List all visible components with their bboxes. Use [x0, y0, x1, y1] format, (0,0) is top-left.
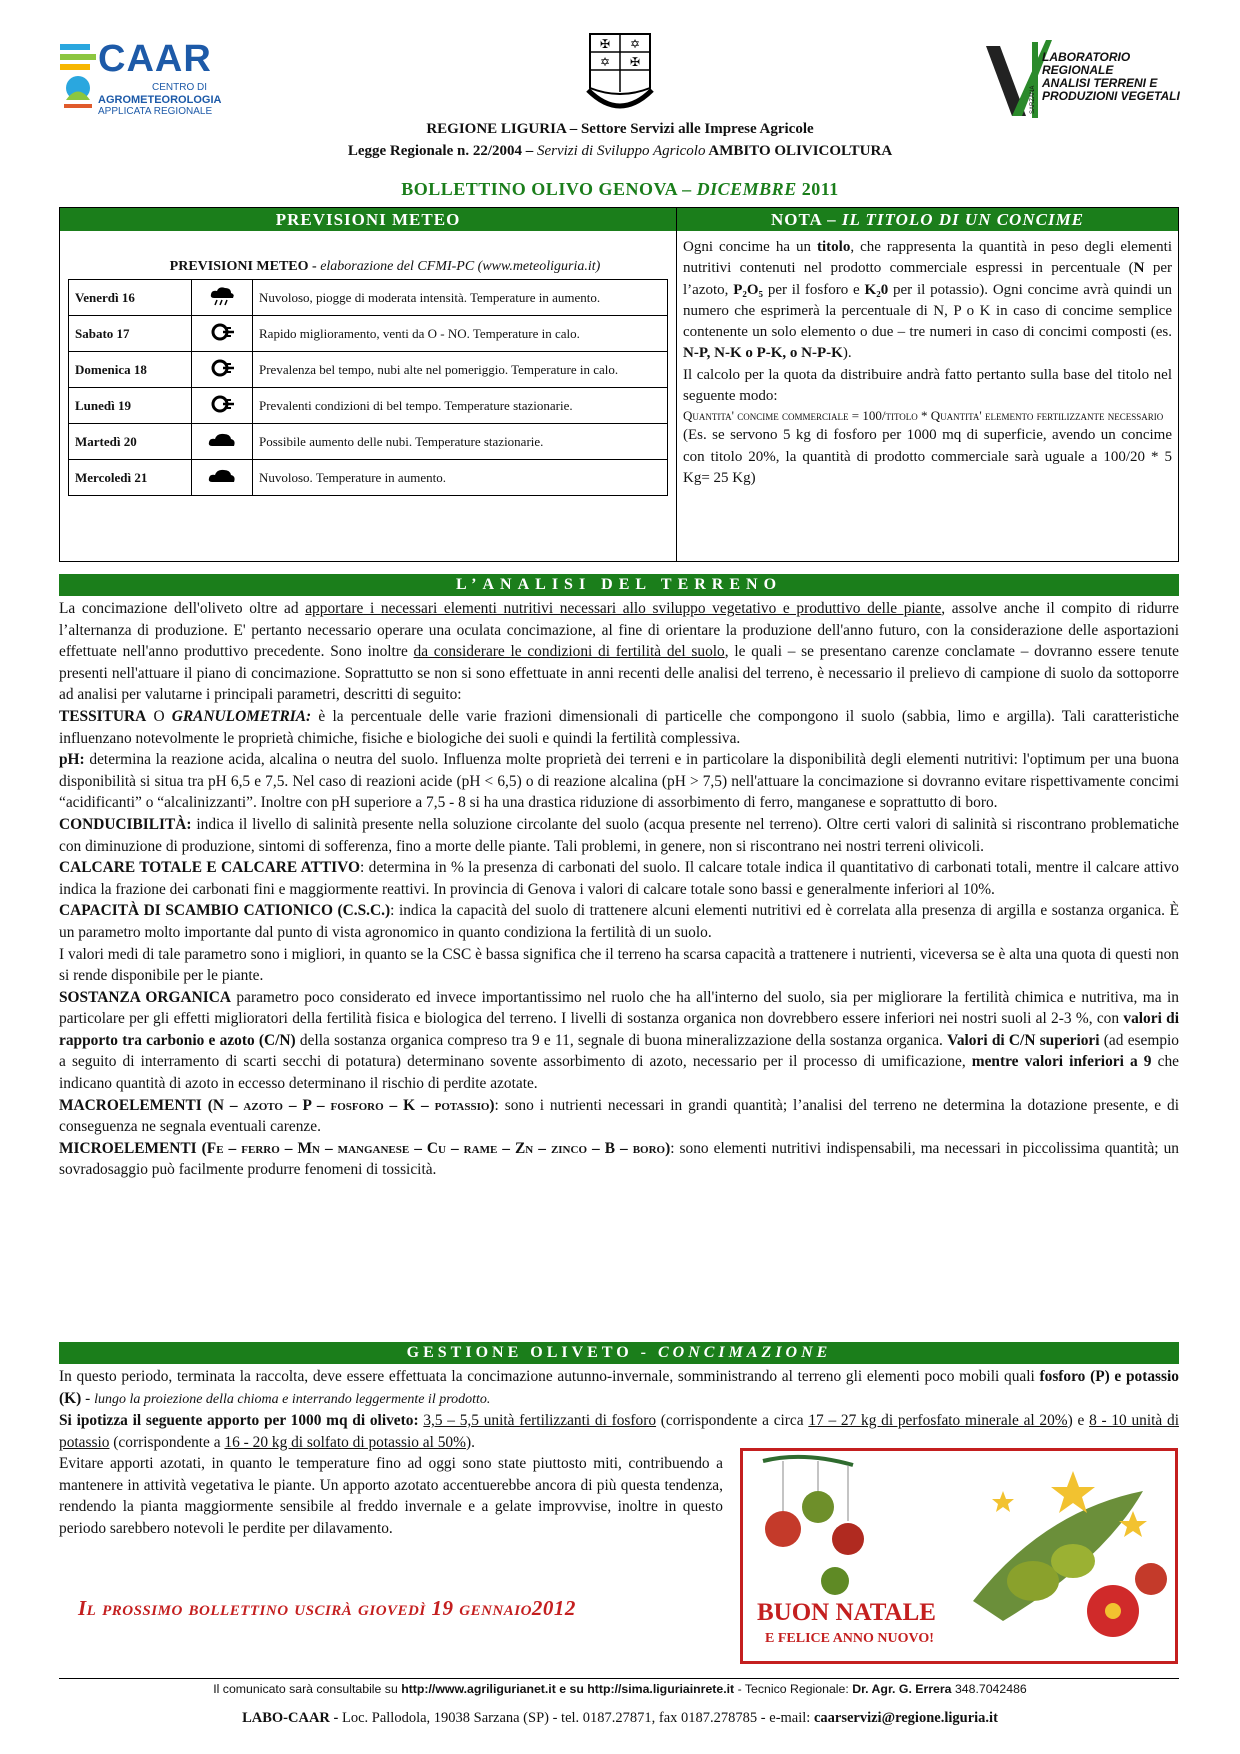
- csc-paragraph-2: I valori medi di tale parametro sono i migliori, in quanto se la CSC è bassa significa che il terreno ha scarsa capacità a trattenere i nutrienti, viceversa se è alta una quota di questi non si rende disponibile per le piante.: [59, 945, 1179, 985]
- lab-logo-line1: LABORATORIO: [1042, 50, 1131, 64]
- cloud-icon: [192, 424, 253, 460]
- svg-text:✠: ✠: [599, 37, 611, 51]
- microelementi-paragraph: MICROELEMENTI (Fe – ferro – Mn – manganese – Cu – rame – Zn – zinco – B – boro): sono elementi nutritivi indispensabili, ma necessari in piccolissima quantità; un sovradosaggio può facilmente produrre fenomeni di tossicità.: [59, 1139, 1179, 1179]
- calcare-paragraph: CALCARE TOTALE E CALCARE ATTIVO: determina in % la presenza di carbonati del suolo. Il calcare totale indica il quantitativo di carbonati totali, mentre il calcare attivo indica la frazione dei carbonati fini e maggiormente reattivi. In provincia di Genova i valori di calcare totale sono bassi e generalmente inferiori al 10%.: [59, 859, 1179, 898]
- cloud-icon: [192, 460, 253, 496]
- meteo-day: Venerdì 16: [69, 280, 192, 316]
- nota-paragraph-3: (Es. se servono 5 kg di fosforo per 1000 mq di superficie, avendo un concime con titolo 20%, la quantità di prodotto commerciale sarà uguale a 100/20 * 5 Kg= 25 Kg): [683, 427, 1172, 486]
- gestione-paragraph-1: In questo periodo, terminata la raccolta, deve essere effettuata la concimazione autunno-invernale, somministrando al terreno gli elementi poco mobili quali fosforo (P) e potassio (K) - lungo la proiezione della chioma e interrando leggermente il prodotto.: [59, 1368, 1179, 1407]
- meteo-description: Nuvoloso, piogge di moderata intensità. Temperature in aumento.: [253, 280, 668, 316]
- lab-logo-line3: ANALISI TERRENI E: [1042, 76, 1158, 90]
- macroelementi-paragraph: MACROELEMENTI (N – azoto – P – fosforo – K – potassio): sono i nutrienti necessari in grandi quantità; l’analisi del terreno ne determina la dotazione presente, e di conseguenza ne segnala eventuali carenze.: [59, 1096, 1179, 1136]
- meteo-description: Nuvoloso. Temperature in aumento.: [253, 460, 668, 496]
- caar-logo-sub3: APPLICATA REGIONALE: [98, 106, 213, 117]
- meteo-description: Prevalenti condizioni di bel tempo. Temperature stazionarie.: [253, 388, 668, 424]
- region-line: REGIONE LIGURIA – Settore Servizi alle Imprese Agricole: [426, 121, 814, 137]
- meteo-day: Sabato 17: [69, 316, 192, 352]
- christmas-decoration-icon: [743, 1451, 1175, 1661]
- gestione-paragraph-3: Evitare apporti azotati, in quanto le temperature fino ad oggi sono state piuttosto miti, contribuendo a mantenere in attività vegetativa le piante. Un apporto azotato accentuerebbe ancora di più questa tendenza, rendendo la pianta maggiormente sensibile al freddo invernale e a gelate improvvise, inoltre in questo periodo sarebbero notevoli le perdite per dilavamento.: [59, 1455, 723, 1537]
- footer-line-2: LABO-CAAR - Loc. Pallodola, 19038 Sarzana (SP) - tel. 0187.27871, fax 0187.278785 - e-mail: caarservizi@regione.liguria.it: [242, 1710, 998, 1726]
- sun-wind-icon: [192, 388, 253, 424]
- footer-line-1: Il comunicato sarà consultabile su http://www.agriligurianet.it e su http://sima.liguriainrete.it - Tecnico Regionale: Dr. Agr. G. Errera 348.7042486: [213, 1682, 1027, 1696]
- gestione-bar: GESTIONE OLIVETO - CONCIMAZIONE: [59, 1342, 1179, 1364]
- svg-text:✡: ✡: [599, 55, 611, 69]
- sun-wind-icon: [192, 316, 253, 352]
- meteo-row: [69, 424, 668, 460]
- nota-paragraph-1: Ogni concime ha un titolo, che rappresenta la quantità in peso degli elementi nutritivi contenuti nel prodotto commerciale espressi in percentuale (N per l’azoto, P₂O₅ per il fosforo e K₂0 per il potassio). Ogni concime avrà quindi un numero che esprimerà la percentuale di N, P o K in caso di concime semplice contenente un solo elemento o due – tre numeri in caso di concimi composti (es. N-P, N-K o P-K, o N-P-K).: [683, 239, 1173, 362]
- analisi-intro: La concimazione dell'oliveto oltre ad apportare i necessari elementi nutritivi necessari allo sviluppo vegetativo e produttivo delle piante, assolve anche il compito di ridurre l’alternanza di produzione. E' pertanto necessario operare una oculata concimazione, al fine di orientare la produzione dell'anno futuro, con la considerazione delle asportazioni effettuate nell'anno produttivo precedente. Sono inoltre da considerare le condizioni di fertilità del suolo, le quali – se presentano carenze conclamate – dovranno essere tenute presenti nell'attuare il piano di concimazione. Soprattutto se non si sono effettuate in anni recenti delle analisi del terreno, è necessario il prelievo di campione di suolo da sottoporre ad analisi per valutarne i principali parametri, descritti di seguito:: [59, 600, 1179, 704]
- bulletin-title: BOLLETTINO OLIVO GENOVA – DICEMBRE 2011: [401, 179, 839, 199]
- caar-logo-text: CAAR: [98, 38, 212, 80]
- meteo-bar: PREVISIONI METEO: [60, 208, 676, 231]
- meteo-row: [69, 280, 668, 316]
- analisi-bar: L’ANALISI DEL TERRENO: [59, 574, 1179, 596]
- meteo-day: Domenica 18: [69, 352, 192, 388]
- nota-section: [677, 207, 1179, 562]
- laboratorio-logo: [982, 36, 1182, 122]
- meteo-day: Lunedì 19: [69, 388, 192, 424]
- rain-cloud-icon: [192, 280, 253, 316]
- analisi-text: [59, 598, 1179, 1181]
- nota-bar: NOTA – IL TITOLO DI UN CONCIME: [677, 208, 1178, 231]
- gestione-text: [59, 1366, 1179, 1453]
- crest-icon: [584, 30, 656, 116]
- caar-logo-sub1: CENTRO DI: [152, 82, 207, 93]
- next-bulletin-notice: Il prossimo bollettino uscirà giovedì 19 gennaio2012: [78, 1596, 576, 1620]
- svg-text:✡: ✡: [629, 37, 641, 51]
- sun-wind-icon: [192, 352, 253, 388]
- nota-paragraph-2: Il calcolo per la quota da distribuire andrà fatto pertanto sulla base del titolo nel seguente modo:: [683, 366, 1172, 405]
- sostanza-organica-paragraph: SOSTANZA ORGANICA parametro poco considerato ed invece importantissimo nel ruolo che ha all'interno del suolo, sia per migliorare la fertilità chimica e nutritiva, ma in particolare per gli effetti miglioratori della fertilità fisica e biologica del terreno. I livelli di sostanza organica non dovrebbero essere inferiori nei nostri suoli al 2-3 %, con valori di rapporto tra carbonio e azoto (C/N) della sostanza organica compreso tra 9 e 11, segnale di buona mineralizzazione della sostanza organica. Valori di C/N superiori (ad esempio a seguito di interramento di scarti secchi di potatura) determinano sovente assorbimento di azoto, necessario per il processo di umificazione, mentre valori inferiori a 9 che indicano quantità di azoto in eccesso determinano il rischio di perdite azotate.: [59, 988, 1180, 1093]
- meteo-row: [69, 352, 668, 388]
- caar-logo: [60, 38, 230, 118]
- meteo-day: Martedì 20: [69, 424, 192, 460]
- xmas-line-1: BUON NATALE: [757, 1599, 936, 1626]
- footer-rule: [59, 1678, 1179, 1679]
- meteo-row: [69, 460, 668, 496]
- meteo-day: Mercoledì 21: [69, 460, 192, 496]
- meteo-section: [59, 207, 677, 562]
- csc-paragraph: CAPACITÀ DI SCAMBIO CATIONICO (C.S.C.): indica la capacità del suolo di trattenere alcuni elementi nutritivi ed è correlata alla presenza di argilla e sostanza organica. È un parametro molto importante dal punto di vista agronomico in quanto condiziona la fertilità di un suolo.: [59, 902, 1179, 941]
- nota-formula: Quantita' concime commerciale = 100/titolo * Quantita' elemento fertilizzante necessario: [683, 408, 1164, 424]
- christmas-card: [740, 1448, 1178, 1664]
- meteo-description: Possibile aumento delle nubi. Temperature stazionarie.: [253, 424, 668, 460]
- tessitura-paragraph: TESSITURA O GRANULOMETRIA: è la percentuale delle varie frazioni dimensionali di particelle che compongono il suolo (sabbia, limo e argilla). Tali caratteristiche influenzano notevolmente le proprietà chimiche, fisiche e biologiche dei suoli e quindi la fertilità complessiva.: [59, 707, 1180, 747]
- svg-text:✠: ✠: [629, 55, 641, 69]
- lab-logo-line2: REGIONALE: [1042, 63, 1114, 77]
- conducibilita-paragraph: CONDUCIBILITÀ: indica il livello di salinità presente nella soluzione circolante del suolo (acqua presente nel terreno). Oltre certi valori di salinità si riscontrano problematiche con diminuzione di produzione, sintomi di sofferenza, fino a morte delle piante. Tali problemi, in genere, non si riscontrano nei nostri terreni olivicoli.: [59, 815, 1179, 855]
- meteo-row: [69, 316, 668, 352]
- meteo-row: [69, 388, 668, 424]
- caar-logo-sub2: AGROMETEOROLOGIA: [98, 94, 222, 106]
- nota-text: [677, 231, 1178, 489]
- ph-paragraph: pH: determina la reazione acida, alcalina o neutra del suolo. Influenza molte proprietà dei terreni e in particolare la disponibilità degli elementi nutritivi: l'optimum per una buona disponibilità si situa tra pH 6,5 e 7,5. Nel caso di reazioni acide (pH < 6,5) o di reazione alcalina (pH > 7,5) nell'attuare la concimazione si dovranno evitare rispettivamente concimi “acidificanti” o “alcalinizzanti”. Inoltre con pH superiore a 7,5 - 8 si ha una drastica riduzione di assorbimento di ferro, manganese e soprattutto di boro.: [59, 751, 1179, 812]
- lab-logo-small: SARZANA: [1030, 85, 1036, 114]
- law-line: Legge Regionale n. 22/2004 – Servizi di Sviluppo Agricolo AMBITO OLIVICOLTURA: [347, 143, 893, 159]
- gestione-paragraph-2: Si ipotizza il seguente apporto per 1000 mq di oliveto: 3,5 – 5,5 unità fertilizzanti di fosforo (corrispondente a circa 17 – 27 kg di perfosfato minerale al 20%) e 8 - 10 unità di potassio (corrispondente a 16 - 20 kg di solfato di potassio al 50%).: [59, 1412, 1179, 1451]
- meteo-table: [68, 279, 668, 496]
- meteo-heading: PREVISIONI METEO - elaborazione del CFMI-PC (www.meteoliguria.it): [169, 259, 601, 274]
- meteo-description: Prevalenza bel tempo, nubi alte nel pomeriggio. Temperature in calo.: [253, 352, 668, 388]
- regione-liguria-crest: [584, 30, 656, 116]
- lab-logo-line4: PRODUZIONI VEGETALI: [1042, 89, 1180, 103]
- meteo-description: Rapido miglioramento, venti da O - NO. Temperature in calo.: [253, 316, 668, 352]
- xmas-line-2: E FELICE ANNO NUOVO!: [765, 1631, 934, 1646]
